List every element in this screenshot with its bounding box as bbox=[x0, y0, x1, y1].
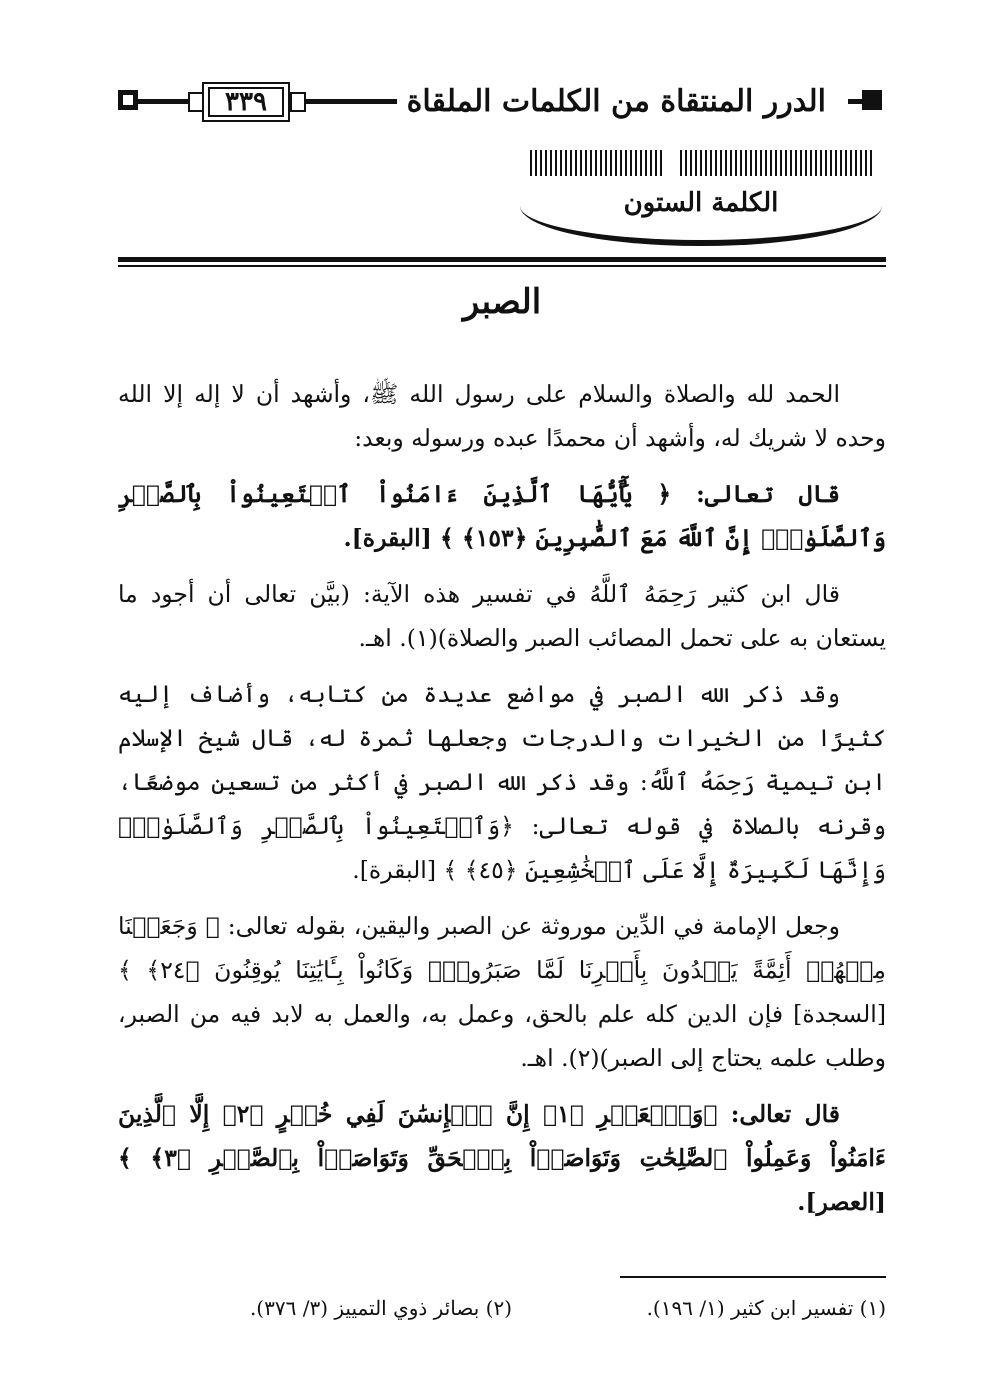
header-rule-left bbox=[138, 99, 190, 104]
paragraph: الحمد لله والصلاة والسلام على رسول الله ﷺ، وأشهد أن لا إله إلا الله وحده لا شريك له، وأشهد أن محمدًا عبده ورسوله وبعد: bbox=[118, 380, 886, 452]
ornament-square-filled bbox=[862, 90, 882, 110]
paragraph: وقد ذكر الله الصبر في مواضع عديدة من كتابه، وأضاف إليه كثيرًا من الخيرات والدرجات وجعلها ثمرة له، قال شيخ الإسلام ابن تيمية رَحِمَهُ ٱللَّهُ: وقد ذكر الله الصبر في أكثر من تسعين موضعًا، وقرنه بالصلاة في قوله تعالى: ﴿وَٱسۡتَعِينُواْ بِٱلصَّبۡرِ وَٱلصَّلَوٰةِۚ وَإِنَّهَا لَكَبِيرَةٌ إِلَّا عَلَى ٱلۡخَٰشِعِينَ ﴿٤٥﴾ ﴾ [البقرة]. bbox=[118, 680, 886, 884]
page-number-frame bbox=[188, 80, 306, 124]
book-title: الدرر المنتقاة من الكلمات الملقاة bbox=[397, 80, 836, 124]
paragraph: قال تعالى: ﴿ يَٰٓأَيُّهَا ٱلَّذِينَ ءَامَنُواْ ٱسۡتَعِينُواْ بِٱلصَّبۡرِ وَٱلصَّلَوٰةِۚ إِنَّ ٱللَّهَ مَعَ ٱلصَّٰبِرِينَ ﴿١٥٣﴾ ﴾ [البقرة]. bbox=[118, 480, 886, 552]
section-label: الكلمة الستون bbox=[623, 188, 779, 218]
ornament-square-outline bbox=[118, 90, 138, 110]
paragraph: قال تعالى: ﴿وَٱلۡعَصۡرِ ﴿١﴾ إِنَّ ٱلۡإِنسَٰنَ لَفِي خُسۡرٍ ﴿٢﴾ إِلَّا ٱلَّذِينَ ءَامَنُواْ وَعَمِلُواْ ٱلصَّٰلِحَٰتِ وَتَوَاصَوۡاْ بِٱلۡحَقِّ وَتَوَاصَوۡاْ بِٱلصَّبۡرِ ﴿٣﴾ ﴾ [العصر]. bbox=[118, 1100, 886, 1216]
section-banner bbox=[520, 150, 882, 246]
page-number: ٣٣٩ bbox=[208, 87, 284, 117]
footnote-2: (٢) بصائر ذوي التمييز (٣/ ٣٧٦). bbox=[249, 1296, 512, 1320]
page-title: الصبر bbox=[462, 282, 542, 322]
frame-knot-right bbox=[290, 92, 306, 112]
paragraph: وجعل الإمامة في الدِّين موروثة عن الصبر واليقين، بقوله تعالى: ﴿ وَجَعَلۡنَا مِنۡهُمۡ أَئِمَّةً يَهۡدُونَ بِأَمۡرِنَا لَمَّا صَبَرُواْۖ وَكَانُواْ بِـَٔايَٰتِنَا يُوقِنُونَ ﴿٢٤﴾ ﴾ [السجدة] فإن الدين كله علم بالحق، وعمل به، والعمل به لابد فيه من الصبر، وطلب علمه يحتاج إلى الصبر)(٢). اهـ. bbox=[118, 912, 886, 1072]
paragraph: قال ابن كثير رَحِمَهُ ٱللَّهُ في تفسير هذه الآية: (بيَّن تعالى أن أجود ما يستعان به على تحمل المصائب الصبر والصلاة)(١). اهـ. bbox=[118, 580, 886, 652]
footnote-separator bbox=[620, 1276, 886, 1278]
footnote-1: (١) تفسير ابن كثير (١/ ١٩٦). bbox=[646, 1296, 886, 1320]
body-text bbox=[118, 372, 886, 1236]
page-header bbox=[118, 80, 886, 126]
separator-thick bbox=[118, 257, 886, 262]
separator-thin bbox=[118, 265, 886, 267]
section-label-box bbox=[520, 176, 882, 246]
